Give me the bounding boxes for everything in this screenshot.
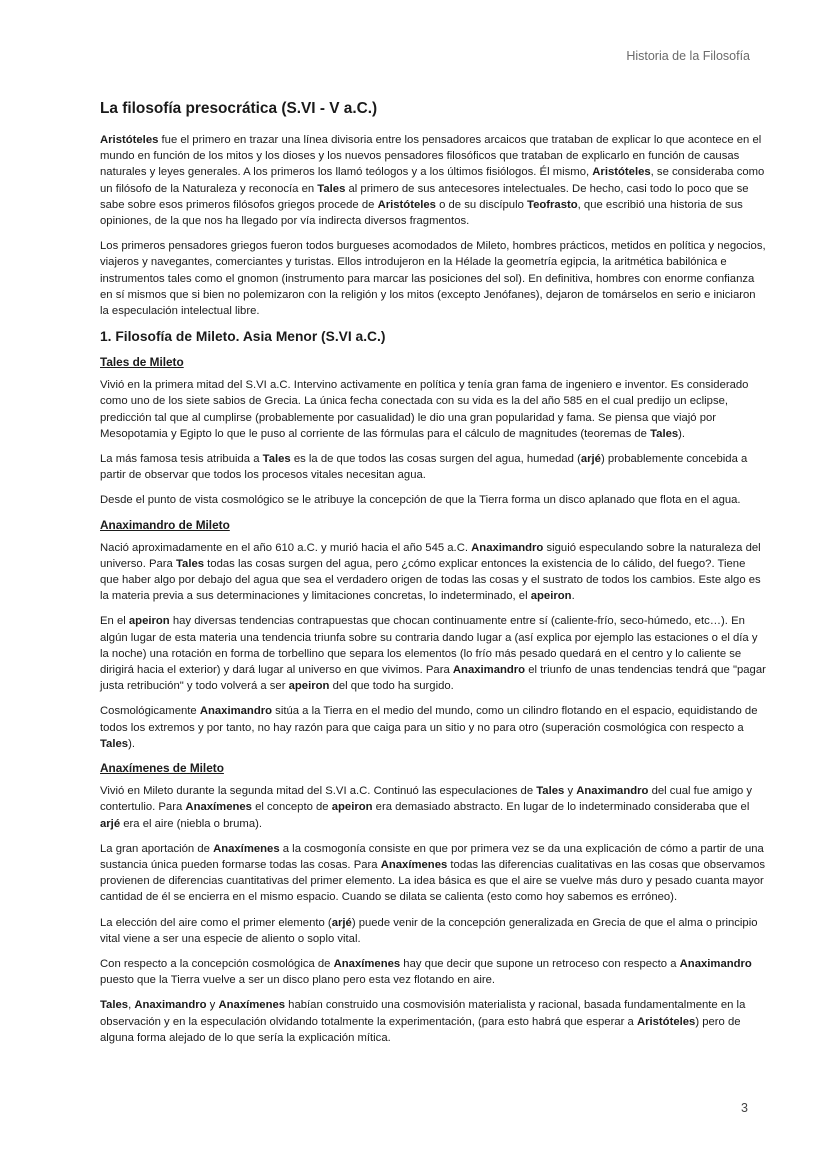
body-paragraph: Desde el punto de vista cosmológico se le atribuye la concepción de que la Tierra forma un disco aplanado que flota en el agua. (100, 494, 741, 507)
bold-term: Tales (100, 737, 129, 750)
bold-term: Anaxímenes (380, 858, 448, 871)
bold-term: Aristóteles (100, 134, 159, 146)
body-paragraph: En el apeiron hay diversas tendencias contrapuestas que chocan continuamente entre sí (caliente-frío, seco-húmedo, etc…). En algún lugar de esta materia una tendencia triunfa sobre su contraria dando lugar a (así explica por ejemplo las estaciones o el día y la noche) una rotación en forma de torbellino que separa los elementos (lo frío más pesado quedará en el centro y lo caliente se dirigirá hacia el exterior) y dará lugar al universo en que vivimos. Para Anaximandro el triunfo de unas tendencias tendrá que "pagar justa retribución" y todo volverá a ser apeiron del que todo ha surgido. (100, 615, 766, 693)
bold-term: Tales (650, 427, 679, 440)
bold-term: apeiron (288, 680, 330, 693)
body-paragraph: Tales, Anaximandro y Anaxímenes habían construido una cosmovisión materialista y racional, basada fundamentalmente en la observación y en la especulación olvidando totalmente la experimentación, (para esto habrá que esperar a Aristóteles) pero de alguna forma alejado de lo que sería la explicación mítica. (100, 999, 746, 1044)
bold-term: Anaxímenes (333, 957, 401, 970)
bold-term: Tales (262, 453, 291, 466)
bold-term: Aristóteles (636, 1015, 696, 1028)
bold-term: apeiron (128, 615, 170, 628)
body-paragraph: Vivió en Mileto durante la segunda mitad del S.VI a.C. Continuó las especulaciones de Tales y Anaximandro del cual fue amigo y contertulio. Para Anaxímenes el concepto de apeiron era demasiado abstracto. En lugar de lo indeterminado consideraba que el arjé era el aire (niebla o bruma). (100, 785, 753, 830)
bold-term: arjé (100, 817, 121, 830)
bold-term: Aristóteles (377, 198, 436, 211)
bold-term: apeiron (530, 590, 572, 603)
body-paragraph: Con respecto a la concepción cosmológica de Anaxímenes hay que decir que supone un retroceso con respecto a Anaximandro puesto que la Tierra vuelve a ser un disco plano pero esta vez flotando en aire. (100, 957, 752, 987)
bold-term: Anaximandro (576, 785, 649, 798)
subsection-heading-anaximenes: Anaxímenes de Mileto (100, 761, 224, 776)
page-content (100, 100, 767, 1055)
bold-term: Anaxímenes (185, 801, 252, 814)
bold-term: Anaximandro (452, 664, 526, 677)
body-paragraph: Nació aproximadamente en el año 610 a.C. y murió hacia el año 545 a.C. Anaximandro siguió especulando sobre la naturaleza del universo. Para Tales todas las cosas surgen del agua, pero ¿cómo explicar entonces la existencia de lo cálido, del fuego?. Tiene que haber algo por debajo del agua que sea el verdadero origen de todas las cosas y el sustrato de todos los cambios. Este algo es la materia previa a sus determinaciones y limitaciones concretas, lo indeterminado, el apeiron. (100, 541, 761, 603)
bold-term: Anaxímenes (213, 842, 280, 855)
page-number: 3 (741, 1101, 748, 1115)
bold-term: Anaximandro (199, 705, 273, 718)
running-header: Historia de la Filosofía (626, 49, 750, 63)
body-paragraph: La elección del aire como el primer elemento (arjé) puede venir de la concepción generalizada en Grecia de que el alma o principio vital viene a ser una especie de aliento o soplo vital. (100, 916, 758, 945)
bold-term: Tales (175, 557, 205, 570)
bold-term: Anaximandro (471, 541, 544, 554)
page-title: La filosofía presocrática (S.VI - V a.C.) (100, 100, 378, 117)
bold-term: Teofrasto (527, 198, 578, 211)
body-paragraph: La gran aportación de Anaxímenes a la cosmogonía consiste en que por primera vez se da una explicación de cómo a partir de una sustancia única pueden formarse todas las cosas. Para Anaxímenes todas las diferencias cualitativas en las cosas que observamos provienen de diferencias cuantitativas del primer elemento. La idea básica es que el aire se vuelve más duro y pesado cuanta mayor cantidad de él se encierra en el mismo espacio. Cuando se dilata se calienta (esto como hoy sabemos es erróneo). (100, 842, 766, 904)
subsection-heading-anaximandro: Anaximandro de Mileto (100, 517, 230, 532)
intro-paragraph: Aristóteles fue el primero en trazar una línea divisoria entre los pensadores arcaicos que trataban de explicar lo que acontece en el mundo en función de los mitos y los dioses y los nuevos pensadores filosóficos que trataban de explicarlo en función de causas naturales y leyes generales. A los primeros los llamó teólogos y a los últimos fisiólogos. Él mismo, Aristóteles, se consideraba como un filósofo de la Naturaleza y reconocía en Tales al primero de sus antecesores intelectuales. De hecho, casi todo lo poco que se sabe sobre esos primeros filósofos griegos procede de Aristóteles o de su discípulo Teofrasto, que escribió una historia de sus opiniones, de la que nos ha llegado por vía indirecta diversos fragmentos. (100, 134, 765, 228)
subsection-heading-tales: Tales de Mileto (100, 355, 184, 370)
body-paragraph: La más famosa tesis atribuida a Tales es la de que todos las cosas surgen del agua, humedad (arjé) probablemente concebida a partir de observar que todos los procesos vitales necesitan agua. (100, 453, 748, 482)
bold-term: arjé (331, 916, 352, 929)
section-heading: 1. Filosofía de Mileto. Asia Menor (S.VI a.C.) (100, 329, 386, 345)
bold-term: Tales (317, 182, 346, 195)
bold-term: Anaxímenes (218, 999, 286, 1012)
bold-term: apeiron (331, 801, 373, 814)
bold-term: Tales (100, 999, 129, 1012)
bold-term: Aristóteles (592, 166, 651, 179)
intro-paragraph: Los primeros pensadores griegos fueron todos burgueses acomodados de Mileto, hombres prácticos, metidos en política y negocios, viajeros y navegantes, comerciantes y turistas. Ellos introdujeron en la Hélade la geometría egipcia, la aritmética babilónica e instrumentos tales como el gnomon (instrumento para marcar las posiciones del sol). En definitiva, hombres con enorme confianza en sí mismos que si bien no polemizaron con la religión y los mitos (excepto Jenófanes), dejaron de tomárselos en serio e iniciaron la especulación intelectual libre. (100, 240, 766, 318)
bold-term: Anaximandro (134, 999, 207, 1012)
bold-term: arjé (580, 453, 601, 466)
bold-term: Tales (536, 785, 565, 798)
bold-term: Anaximandro (679, 957, 752, 970)
body-paragraph: Vivió en la primera mitad del S.VI a.C. Intervino activamente en política y tenía gran fama de ingeniero e inventor. Es considerado como uno de los siete sabios de Grecia. La única fecha conectada con su vida es la del año 585 en el cual predijo un eclipse, predicción tal que al cumplirse (probablemente por casualidad) le dio una gran popularidad y fama. Se piensa que viajó por Mesopotamia y Egipto lo que le puso al corriente de las fórmulas para el cálculo de magnitudes (teoremas de Tales). (100, 379, 749, 440)
body-paragraph: Cosmológicamente Anaximandro sitúa a la Tierra en el medio del mundo, como un cilindro flotando en el espacio, equidistando de todos los extremos y por tanto, no hay razón para que caiga para un sitio y no para otro (superación cosmológica con respecto a Tales). (100, 705, 758, 750)
